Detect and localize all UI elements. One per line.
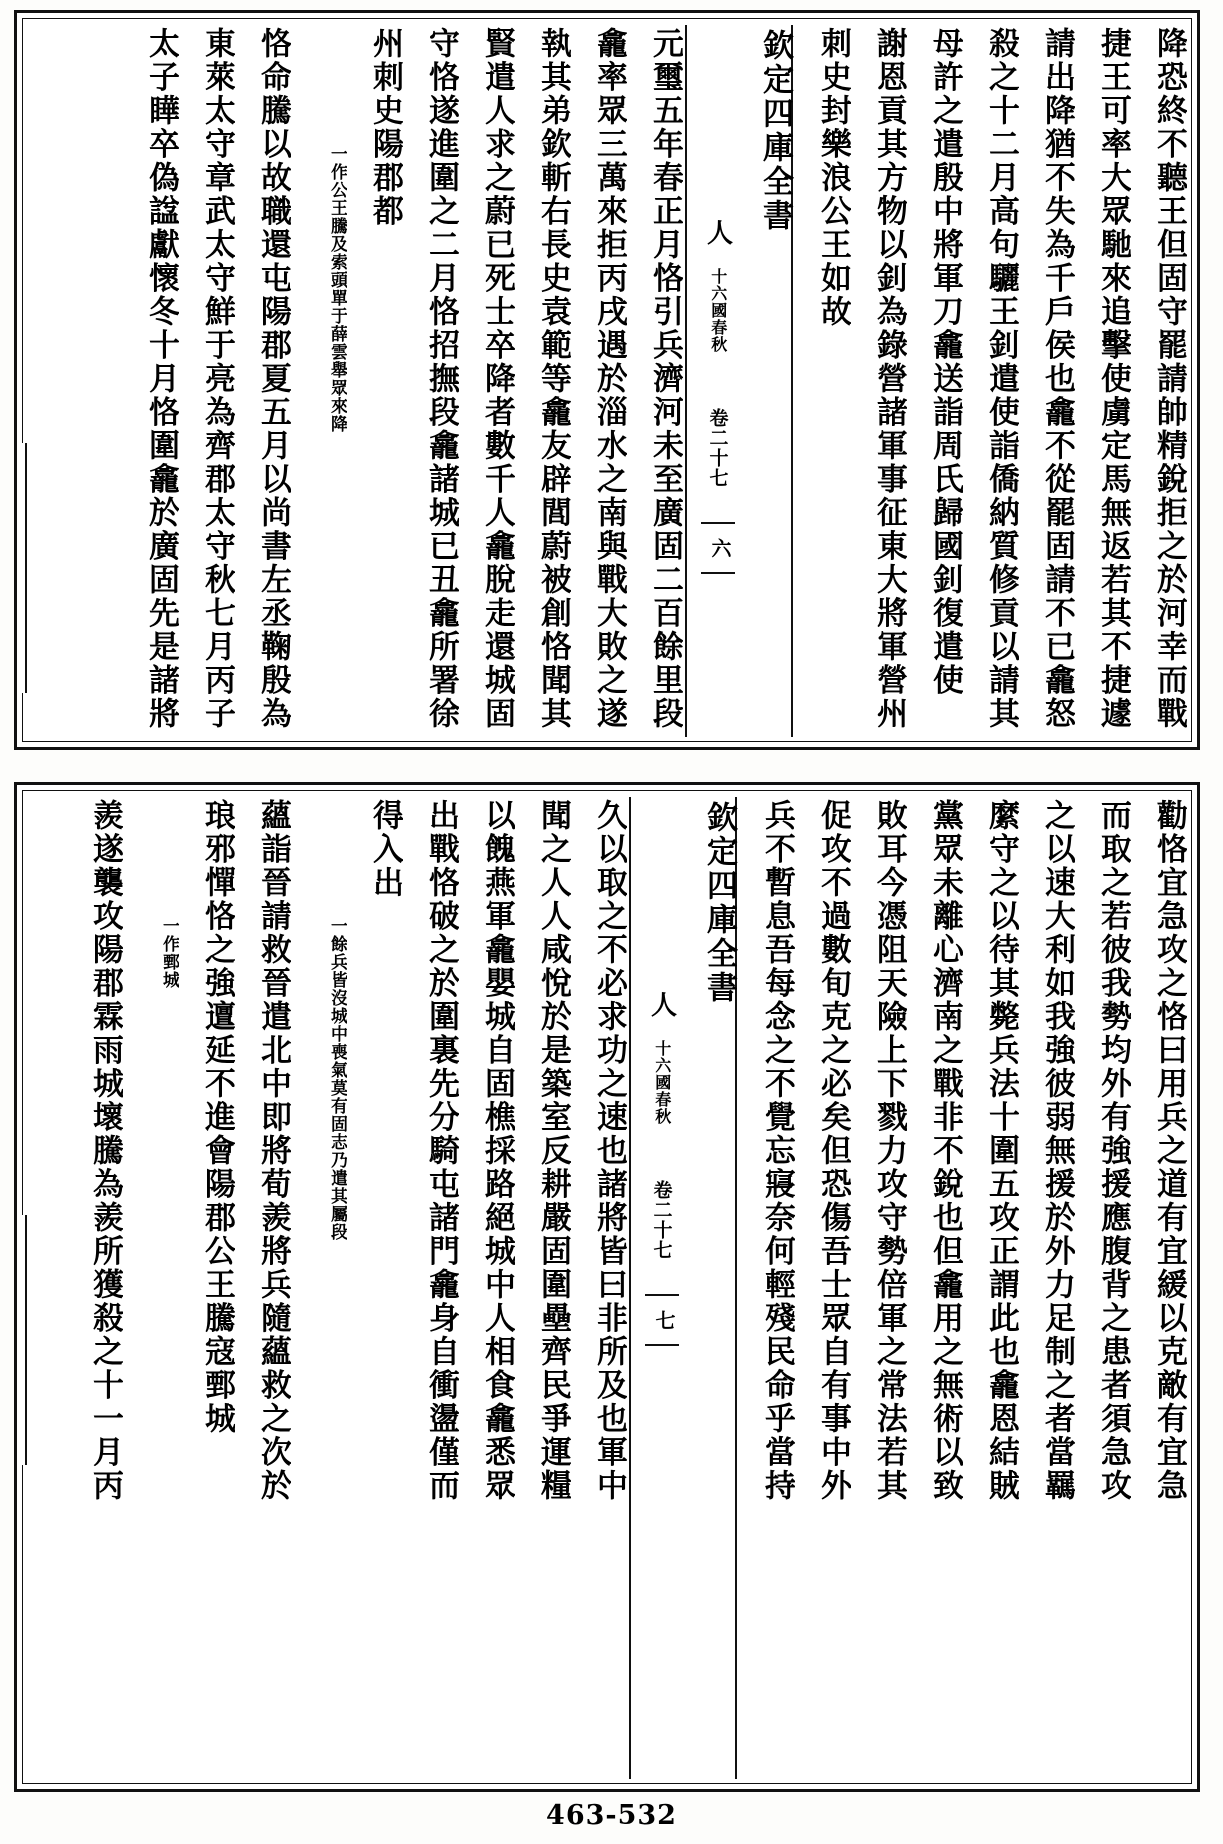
text-column: 縻守之以待其斃兵法十圍五攻正謂此也龕恩結賊	[983, 799, 1019, 1503]
text-column: 母許之遣殷中將軍刀龕送詣周氏歸國釗復遣使	[927, 27, 963, 697]
title-side-info	[635, 797, 689, 1779]
text-column: 以餽燕軍龕嬰城自固樵採路絕城中人相食龕悉眾	[479, 799, 515, 1503]
seal-mark: 人	[702, 219, 733, 246]
title-block-bottom	[629, 797, 737, 1779]
text-column: 得入出	[367, 799, 403, 900]
leaf-edge-rule	[17, 1215, 27, 1465]
leaf-page-number: 六	[701, 522, 735, 574]
text-column: 恪命騰以故職還屯陽郡夏五月以尚書左丞鞠殷為	[255, 27, 291, 731]
page-leaf-bottom	[14, 782, 1200, 1792]
text-column: 謝恩貢其方物以釗為錄營諸軍事征東大將軍營州	[871, 27, 907, 731]
page-footer-number: 463-532	[546, 1800, 677, 1831]
interlinear-note: 一作鄄城	[159, 917, 179, 989]
leaf-edge-rule	[17, 443, 27, 693]
text-column: 守恪遂進圍之二月恪招撫段龕諸城已丑龕所署徐	[423, 27, 459, 731]
text-column: 而取之若彼我勢均外有強援應腹背之患者須急攻	[1095, 799, 1131, 1503]
book-title: 欽定四庫全書	[757, 29, 793, 233]
leaf-top-columns	[22, 18, 1192, 742]
text-column: 東萊太守章武太守鮮于亮為齊郡太守秋七月丙子	[199, 27, 235, 731]
seal-mark: 人	[646, 991, 677, 1018]
title-block-top	[685, 25, 793, 737]
text-column: 太子瞱卒偽諡獻懷冬十月恪圍龕於廣固先是諸將	[143, 27, 179, 731]
text-column: 琅邪憚恪之強邅延不進會陽郡公王騰寇鄄城	[199, 799, 235, 1436]
text-column: 久以取之不必求功之速也諸將皆曰非所及也軍中	[591, 799, 627, 1503]
text-column: 降恐終不聽王但固守罷請帥精銳拒之於河幸而戰	[1151, 27, 1187, 731]
text-column: 請出降猶不失為千戶侯也龕不從罷固請不已龕怒	[1039, 27, 1075, 731]
leaf-page-number: 七	[645, 1294, 679, 1346]
text-column: 敗耳今憑阻天險上下戮力攻守勢倍軍之常法若其	[871, 799, 907, 1503]
text-column: 捷王可率大眾馳來追擊使虜定馬無返若其不捷遽	[1095, 27, 1131, 731]
interlinear-note: 一作公王騰及索頭單于薛雲舉眾來降	[327, 145, 347, 433]
text-column: 兵不暫息吾每念之不覺忘寢奈何輕殘民命乎當持	[759, 799, 795, 1503]
text-column: 刺史封樂浪公王如故	[815, 27, 851, 329]
leaf-bottom-columns	[22, 790, 1192, 1784]
page-leaf-top	[14, 10, 1200, 750]
text-column: 黨眾未離心濟南之戰非不銳也但龕用之無術以致	[927, 799, 963, 1503]
interlinear-note: 一餘兵皆沒城中喪氣莫有固志乃遣其屬段	[327, 917, 347, 1241]
text-column: 賢遣人求之蔚已死士卒降者數千人龕脫走還城固	[479, 27, 515, 731]
text-column: 元璽五年春正月恪引兵濟河未至廣固二百餘里段	[647, 27, 683, 731]
text-column: 促攻不過數旬克之必矣但恐傷吾士眾自有事中外	[815, 799, 851, 1503]
text-column: 龕率眾三萬來拒丙戌遇於淄水之南與戰大敗之遂	[591, 27, 627, 731]
text-column: 州刺史陽郡都	[367, 27, 403, 228]
volume-label: 卷二十七	[706, 408, 729, 488]
work-title: 十六國春秋	[652, 1040, 672, 1125]
book-title: 欽定四庫全書	[701, 801, 737, 1005]
text-column: 執其弟欽斬右長史袁範等龕友辟閭蔚被創恪聞其	[535, 27, 571, 731]
text-column: 聞之人人咸悅於是築室反耕嚴固圍壘齊民爭運糧	[535, 799, 571, 1503]
work-title: 十六國春秋	[708, 268, 728, 353]
text-column: 蘊詣晉請救晉遣北中即將荀羨將兵隨蘊救之次於	[255, 799, 291, 1503]
text-column: 殺之十二月高句驪王釗遣使詣僑納質修貢以請其	[983, 27, 1019, 731]
text-column: 出戰恪破之於圍裏先分騎屯諸門龕身自衝盪僅而	[423, 799, 459, 1503]
title-side-info	[691, 25, 745, 737]
volume-label: 卷二十七	[650, 1180, 673, 1260]
text-column: 羨遂襲攻陽郡霖雨城壞騰為羨所獲殺之十一月丙	[87, 799, 123, 1503]
text-column: 之以速大利如我強彼弱無援於外力足制之者當羈	[1039, 799, 1075, 1503]
text-column: 勸恪宜急攻之恪曰用兵之道有宜緩以克敵有宜急	[1151, 799, 1187, 1503]
